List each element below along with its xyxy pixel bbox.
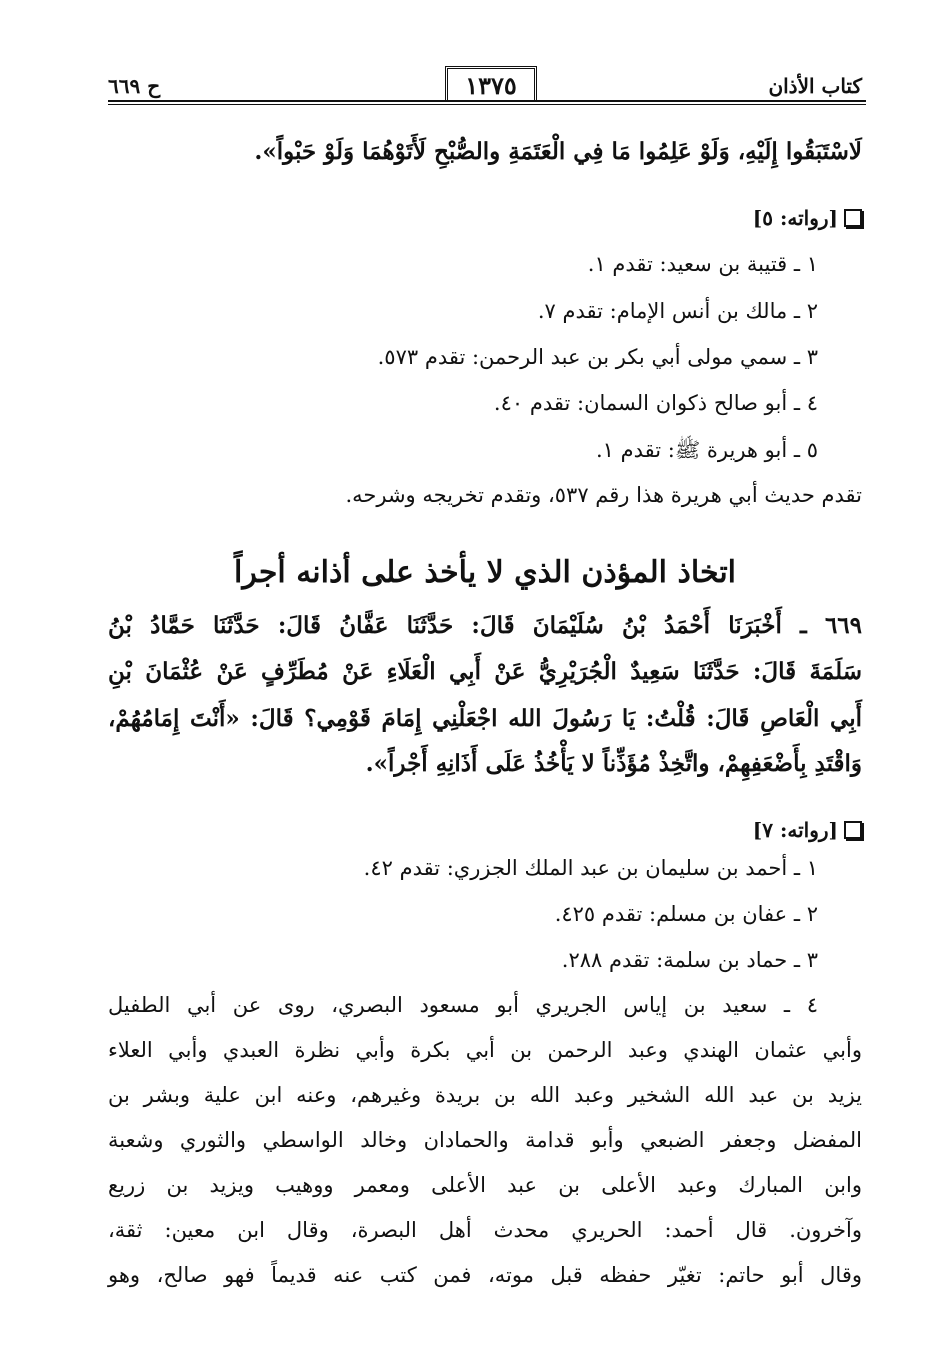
checkbox-square-icon [844,821,862,839]
narrators-heading-label: [رواته: ٧] [752,818,838,842]
chapter-title: اتخاذ المؤذن الذي لا يأخذ على أذانه أجراً [233,555,737,590]
narrator-item: ٣ ـ سمي مولى أبي بكر بن عبد الرحمن: تقدم ٥٧٣. [377,345,818,369]
biography-line: يزيد بن عبد الله الشخير وعبد الله بن بريدة وغيرهم، وعنه ابن علية وبشر بن [108,1083,862,1107]
biography-line: وقال أبو حاتم: تغيّر حفظه قبل موته، فمن كتب عنه قديماً فهو صالح، وهو [108,1263,862,1287]
page-number: ١٣٧٥ [445,66,537,101]
hadith-line: أَبِي الْعَاصِ قَالَ: قُلْتُ: يَا رَسُولَ الله اجْعَلْنِي إِمَامَ قَوْمِي؟ قَالَ: «أَنْتَ إِمَامُهُمْ، [108,705,862,732]
biography-line: وابن المبارك وعبد الأعلى بن عبد الأعلى ومعمر ووهيب ويزيد بن زريع [108,1173,862,1197]
narrator-item: ٥ ـ أبو هريرة ﷺ: تقدم ١. [595,438,818,462]
narrator-item: ٤ ـ أبو صالح ذكوان السمان: تقدم ٤٠. [493,391,818,415]
narrator-item: ١ ـ أحمد بن سليمان بن عبد الملك الجزري: تقدم ٤٢. [363,856,818,880]
continuation-text: لَاسْتَبَقُوا إِلَيْهِ، وَلَوْ عَلِمُوا مَا فِي الْعَتَمَةِ والصُّبْحِ لَأَتَوْهُمَا وَلَوْ حَبْواً». [254,138,862,165]
narrators-heading-2 [753,818,862,842]
narrator-item: ٢ ـ عفان بن مسلم: تقدم ٤٢٥. [554,902,818,926]
header-rule-thin [108,104,866,105]
book-title: كتاب الأذان [768,74,862,98]
biography-line: وأبي عثمان الهندي وعبد الرحمن بن أبي بكرة وأبي نظرة العبدي وأبي العلاء [108,1038,862,1062]
hadith-reference: ح ٦٦٩ [108,74,161,98]
biography-line: ٤ ـ سعيد بن إياس الجريري أبو مسعود البصري، روى عن أبي الطفيل [108,993,818,1017]
biography-line: وآخرون. قال أحمد: الحريري محدث أهل البصرة، وقال ابن معين: ثقة، [108,1218,862,1242]
hadith-line: وَاقْتَدِ بِأَضْعَفِهِمْ، واتَّخِذْ مُؤَذِّناً لا يَأْخُذُ عَلَى أَذَانِهِ أَجْراً». [365,750,862,777]
header-rule [108,100,866,102]
hadith-line: ٦٦٩ ـ أَخْبَرَنَا أَحْمَدُ بْنُ سُلَيْمَانَ قَالَ: حَدَّثَنَا عَفَّانُ قَالَ: حَدَّثَنَا حَمَّادُ بْنُ [108,612,862,639]
hadith-line: سَلَمَةَ قَالَ: حَدَّثَنَا سَعِيدٌ الْجُرَيْرِيُّ عَنْ أَبِي الْعَلَاءِ عَنْ مُطَرِّفٍ عَنْ عُثْمَانَ بْنِ [108,658,862,685]
note-text: تقدم حديث أبي هريرة هذا رقم ٥٣٧، وتقدم تخريجه وشرحه. [345,483,862,507]
checkbox-square-icon [844,209,862,227]
narrator-item: ١ ـ قتيبة بن سعيد: تقدم ١. [587,252,818,276]
biography-line: المفضل وجعفر الضبعي وأبو قدامة والحمادان وخالد الواسطي والثوري وشعبة [108,1128,862,1152]
narrator-item: ٢ ـ مالك بن أنس الإمام: تقدم ٧. [537,299,818,323]
narrator-item: ٣ ـ حماد بن سلمة: تقدم ٢٨٨. [561,948,818,972]
narrators-heading-1 [753,206,862,230]
narrators-heading-label: [رواته: ٥] [752,206,838,230]
